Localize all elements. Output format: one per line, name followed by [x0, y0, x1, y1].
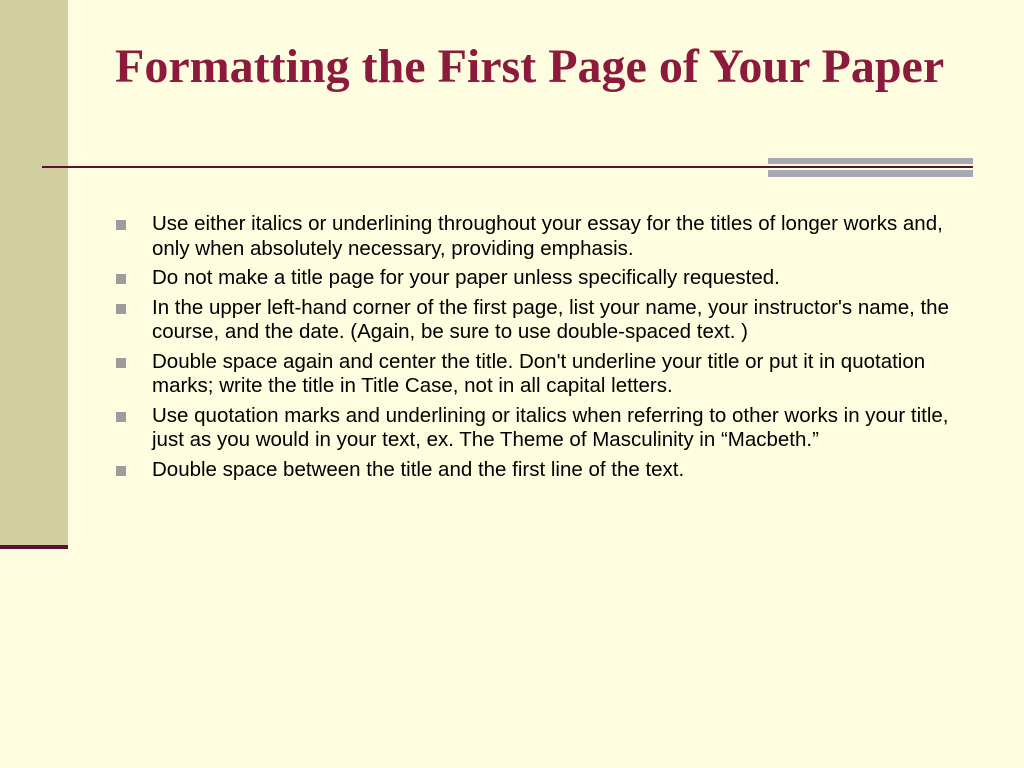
side-band-rule	[0, 545, 68, 549]
bullet-list	[115, 212, 975, 487]
square-bullet-icon	[116, 274, 126, 284]
list-item	[115, 458, 975, 483]
bullet-text: Double space between the title and the first line of the text.	[152, 457, 685, 481]
list-item	[115, 296, 975, 345]
accent-bar-top	[768, 158, 973, 164]
bullet-text: Use quotation marks and underlining or italics when referring to other works in your title, just as you would in your text, ex. The Theme of Masculinity in “Macbeth.”	[152, 403, 949, 451]
square-bullet-icon	[116, 304, 126, 314]
bullet-text: In the upper left-hand corner of the first page, list your name, your instructor's name, the course, and the date. (Again, be sure to use double-spaced text. )	[152, 295, 949, 343]
list-item	[115, 350, 975, 399]
list-item	[115, 212, 975, 261]
list-item	[115, 404, 975, 453]
accent-bars	[768, 158, 973, 177]
square-bullet-icon	[116, 358, 126, 368]
square-bullet-icon	[116, 220, 126, 230]
side-band	[0, 0, 68, 545]
square-bullet-icon	[116, 466, 126, 476]
bullet-text: Double space again and center the title. Don't underline your title or put it in quotation marks; write the title in Title Case, not in all capital letters.	[152, 349, 926, 397]
list-item	[115, 266, 975, 291]
square-bullet-icon	[116, 412, 126, 422]
slide-title: Formatting the First Page of Your Paper	[115, 40, 945, 93]
bullet-text: Do not make a title page for your paper unless specifically requested.	[152, 266, 780, 289]
bullet-text: Use either italics or underlining throughout your essay for the titles of longer works and, only when absolutely necessary, providing emphasis.	[152, 212, 943, 260]
accent-bar-bottom	[768, 170, 973, 177]
